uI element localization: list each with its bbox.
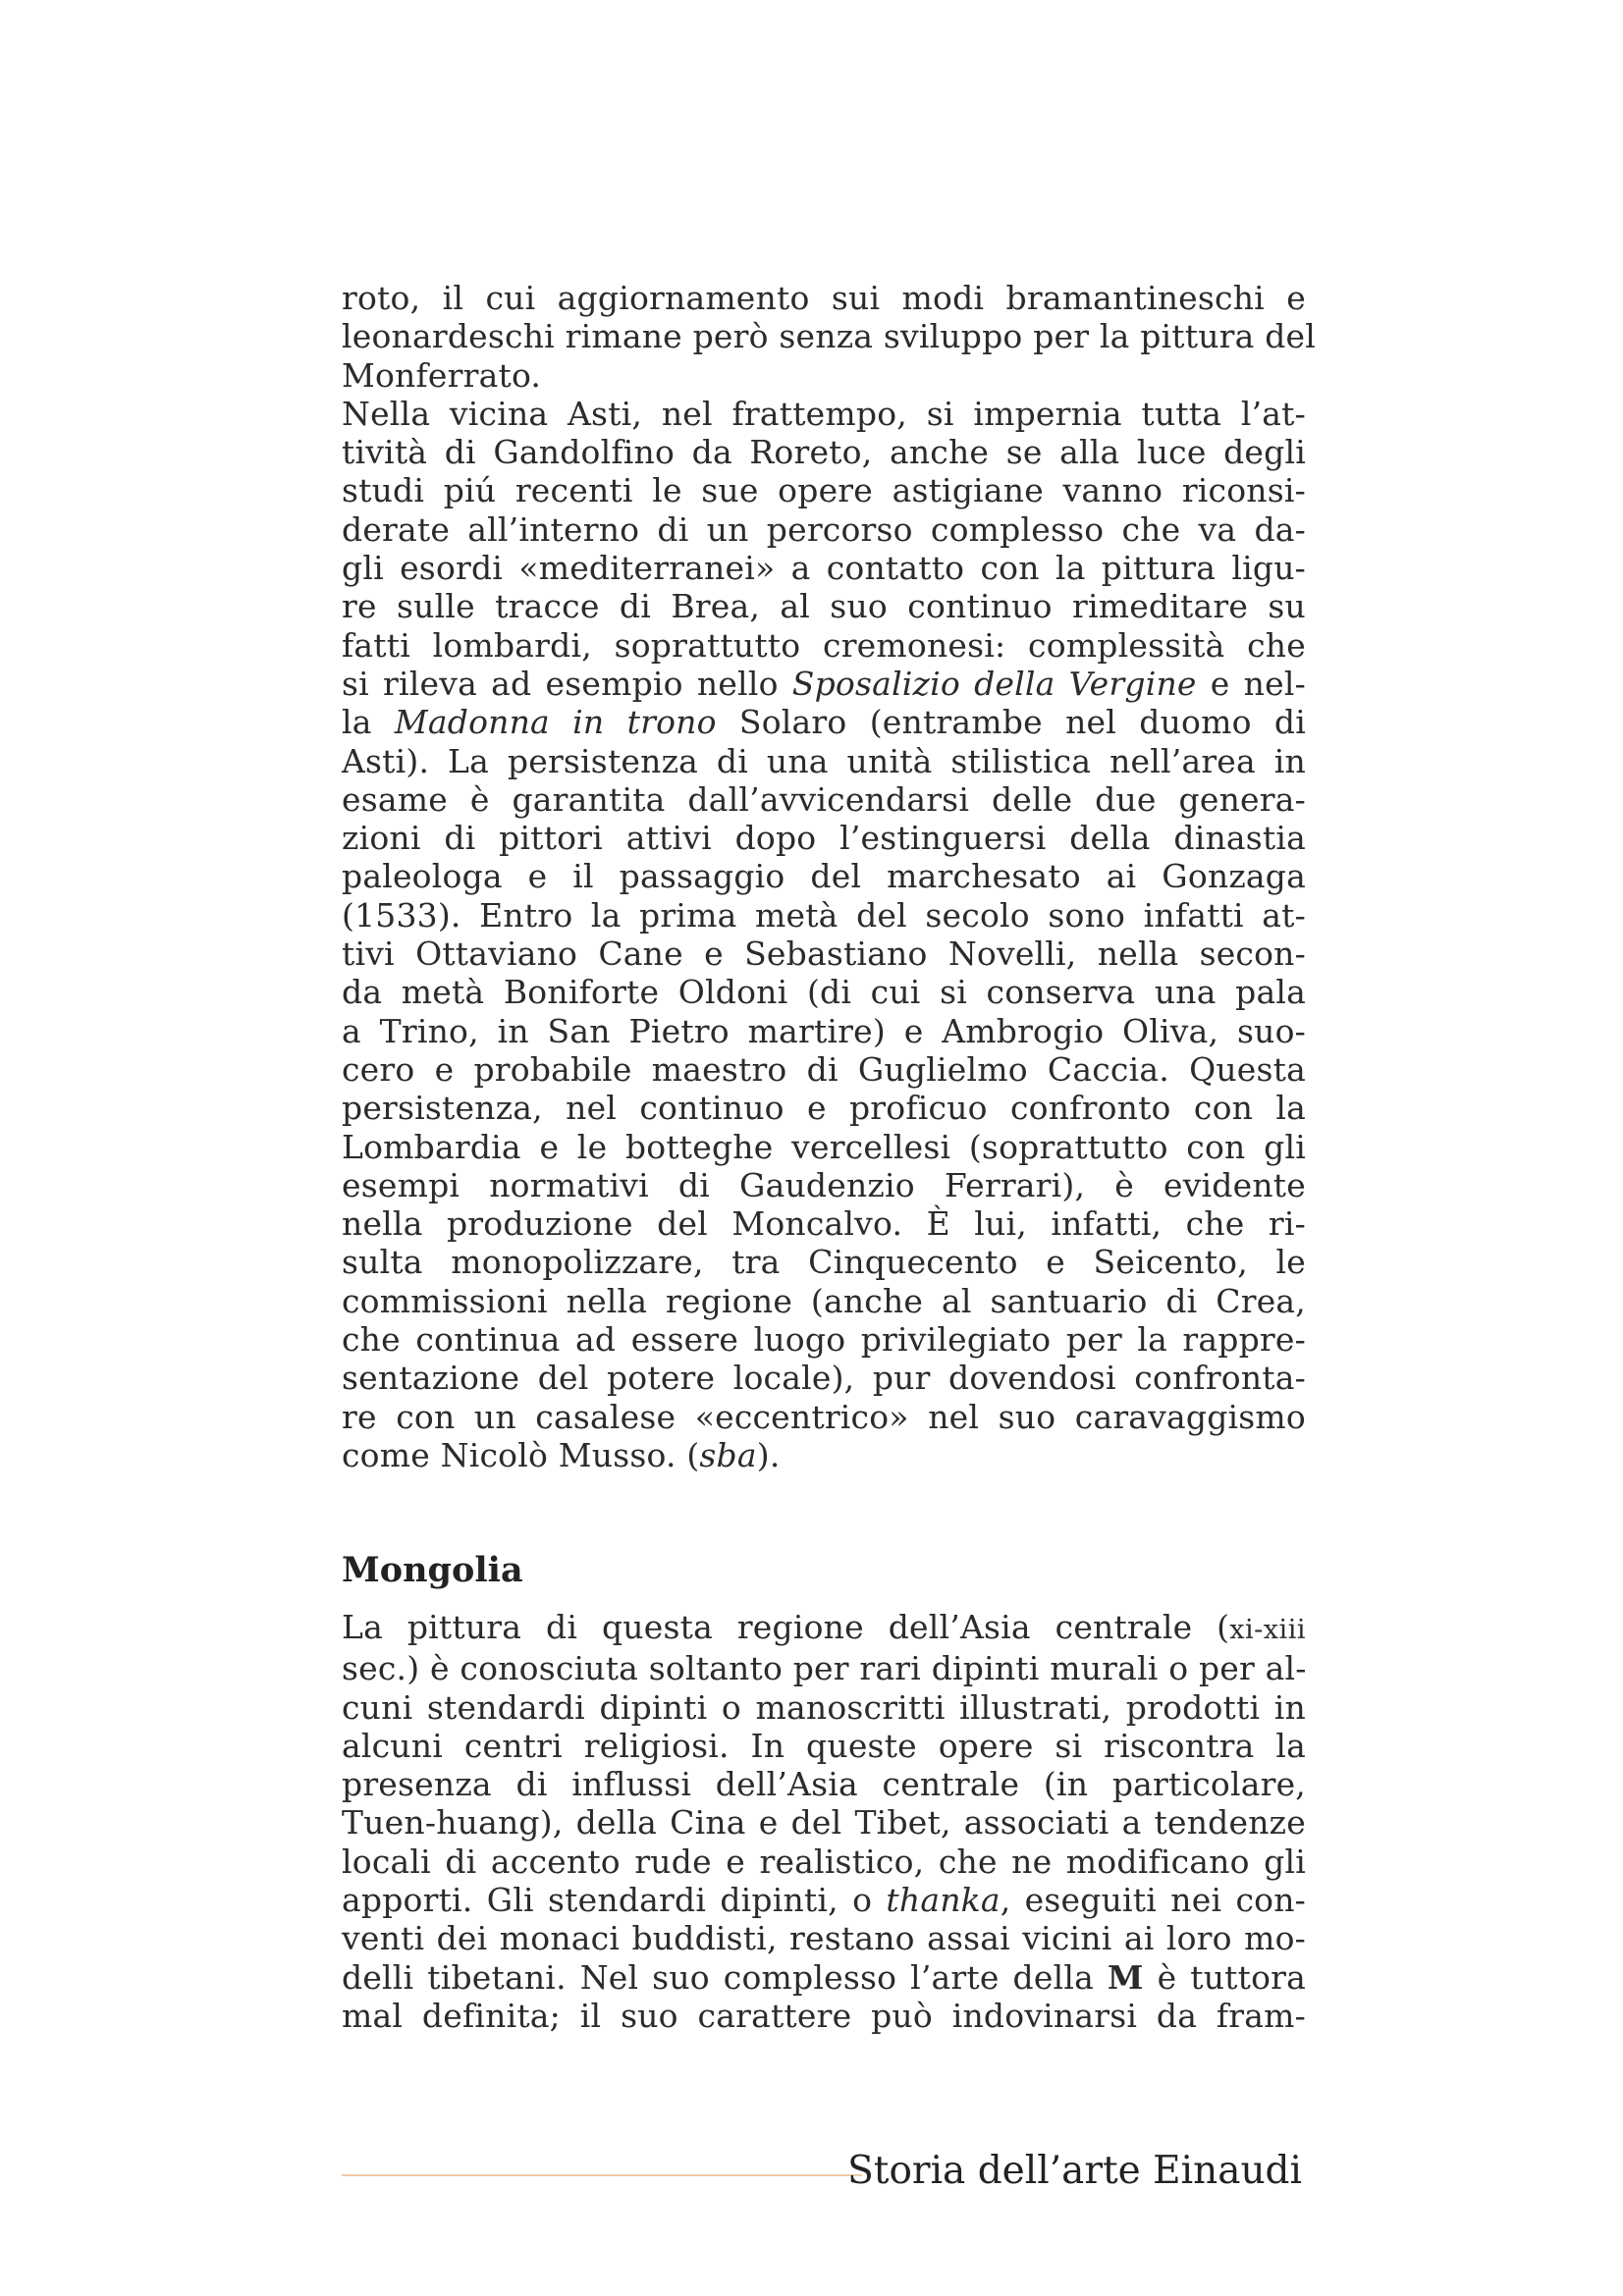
text-line: Lombardia e le botteghe vercellesi (soprattutto con gli	[342, 1127, 1306, 1166]
text-line: esame è garantita dall’avvicendarsi delle due genera-	[342, 779, 1306, 819]
artwork-title: Sposalizio della Vergine	[791, 664, 1197, 703]
entry-text	[342, 1608, 1306, 2035]
text-line: (1533). Entro la prima metà del secolo sono infatti at-	[342, 895, 1306, 934]
term-italic: thanka	[886, 1881, 1001, 1920]
footer-title: Storia dell’arte Einaudi	[847, 2149, 1302, 2193]
footer-rule	[342, 2174, 862, 2176]
text-line: re sulle tracce di Brea, al suo continuo rimeditare su	[342, 587, 1306, 626]
text-line: Tuen-huang), della Cina e del Tibet, associati a tendenze	[342, 1803, 1306, 1842]
text-run: come Nicolò Musso. (	[342, 1435, 700, 1474]
text-line: gli esordi «mediterranei» a contatto con la pittura ligu-	[342, 549, 1306, 588]
text-run: apporti. Gli stendardi dipinti, o	[342, 1881, 887, 1920]
author-initials: sba	[699, 1435, 757, 1474]
text-line: zioni di pittori attivi dopo l’estinguersi della dinastia	[342, 819, 1306, 858]
text-line: nella produzione del Moncalvo. È lui, infatti, che ri-	[342, 1204, 1306, 1244]
text-line: Monferrato.	[342, 355, 542, 395]
text-line: sec.) è conosciuta soltanto per rari dipinti murali o per al-	[342, 1649, 1307, 1688]
text-line: da metà Boniforte Oldoni (di cui si conserva una pala	[342, 973, 1306, 1012]
text-line: tivi Ottaviano Cane e Sebastiano Novelli, nella secon-	[342, 934, 1306, 974]
text-line: leonardeschi rimane però senza sviluppo per la pittura del	[342, 317, 1317, 356]
text-run: è tuttora	[1143, 1957, 1306, 1997]
text-line	[342, 1958, 1306, 1997]
artwork-title: Madonna in trono	[394, 703, 717, 742]
text-line: re con un casalese «eccentrico» nel suo caravaggismo	[342, 1397, 1306, 1436]
text-line: presenza di influssi dell’Asia centrale (in particolare,	[342, 1765, 1306, 1804]
text-line: che continua ad essere luogo privilegiato per la rappre-	[342, 1320, 1306, 1360]
text-line: sentazione del potere locale), pur dovendosi confronta-	[342, 1359, 1306, 1398]
text-line: mal definita; il suo carattere può indovinarsi da fram-	[342, 1996, 1306, 2035]
text-line	[342, 703, 1306, 741]
entry-heading: Mongolia	[342, 1550, 523, 1590]
text-line: Asti). La persistenza di una unità stilistica nell’area in	[342, 741, 1306, 780]
text-run: , eseguiti nei con-	[1000, 1881, 1307, 1920]
entry-abbreviation: M	[1107, 1957, 1144, 1997]
text-line: fatti lombardi, soprattutto cremonesi: complessità che	[342, 625, 1306, 665]
text-run: Solaro (entrambe nel duomo di	[716, 703, 1307, 742]
text-line: venti dei monaci buddisti, restano assai vicini ai loro mo-	[342, 1919, 1306, 1958]
text-run: si rileva ad esempio nello	[342, 664, 792, 703]
text-line: persistenza, nel continuo e proficuo confronto con la	[342, 1089, 1306, 1128]
text-line: paleologa e il passaggio del marchesato ai Gonzaga	[342, 857, 1306, 896]
text-run: ).	[756, 1435, 781, 1474]
text-line: Nella vicina Asti, nel frattempo, si impernia tutta l’at-	[342, 394, 1306, 433]
continuation-text	[342, 279, 1317, 1474]
text-line: commissioni nella regione (anche al santuario di Crea,	[342, 1281, 1306, 1320]
text-line	[342, 1436, 1306, 1474]
century-range: xi-xiii	[1229, 1615, 1306, 1645]
text-line	[342, 665, 1306, 703]
text-line: cero e probabile maestro di Guglielmo Caccia. Questa	[342, 1049, 1306, 1089]
text-line: sulta monopolizzare, tra Cinquecento e Seicento, le	[342, 1243, 1306, 1282]
text-line	[342, 1608, 1306, 1649]
text-run: La pittura di questa regione dell’Asia centrale (	[342, 1608, 1230, 1646]
text-run: delli tibetani. Nel suo complesso l’arte della	[342, 1957, 1108, 1997]
text-line: locali di accento rude e realistico, che ne modificano gli	[342, 1842, 1306, 1881]
text-line	[342, 1881, 1306, 1919]
text-run: e nel-	[1196, 664, 1306, 703]
text-line: studi piú recenti le sue opere astigiane vanno riconsi-	[342, 471, 1306, 510]
text-line: tività di Gandolfino da Roreto, anche se alla luce degli	[342, 433, 1306, 472]
text-line: alcuni centri religiosi. In queste opere si riscontra la	[342, 1726, 1306, 1765]
text-line: esempi normativi di Gaudenzio Ferrari), è evidente	[342, 1165, 1306, 1204]
text-line: cuni stendardi dipinti o manoscritti illustrati, prodotti in	[342, 1687, 1306, 1727]
text-line: a Trino, in San Pietro martire) e Ambrogio Oliva, suo-	[342, 1011, 1306, 1050]
text-line: roto, il cui aggiornamento sui modi bramantineschi e	[342, 279, 1306, 317]
text-run: la	[342, 703, 395, 742]
text-line: derate all’interno di un percorso complesso che va da-	[342, 509, 1306, 549]
